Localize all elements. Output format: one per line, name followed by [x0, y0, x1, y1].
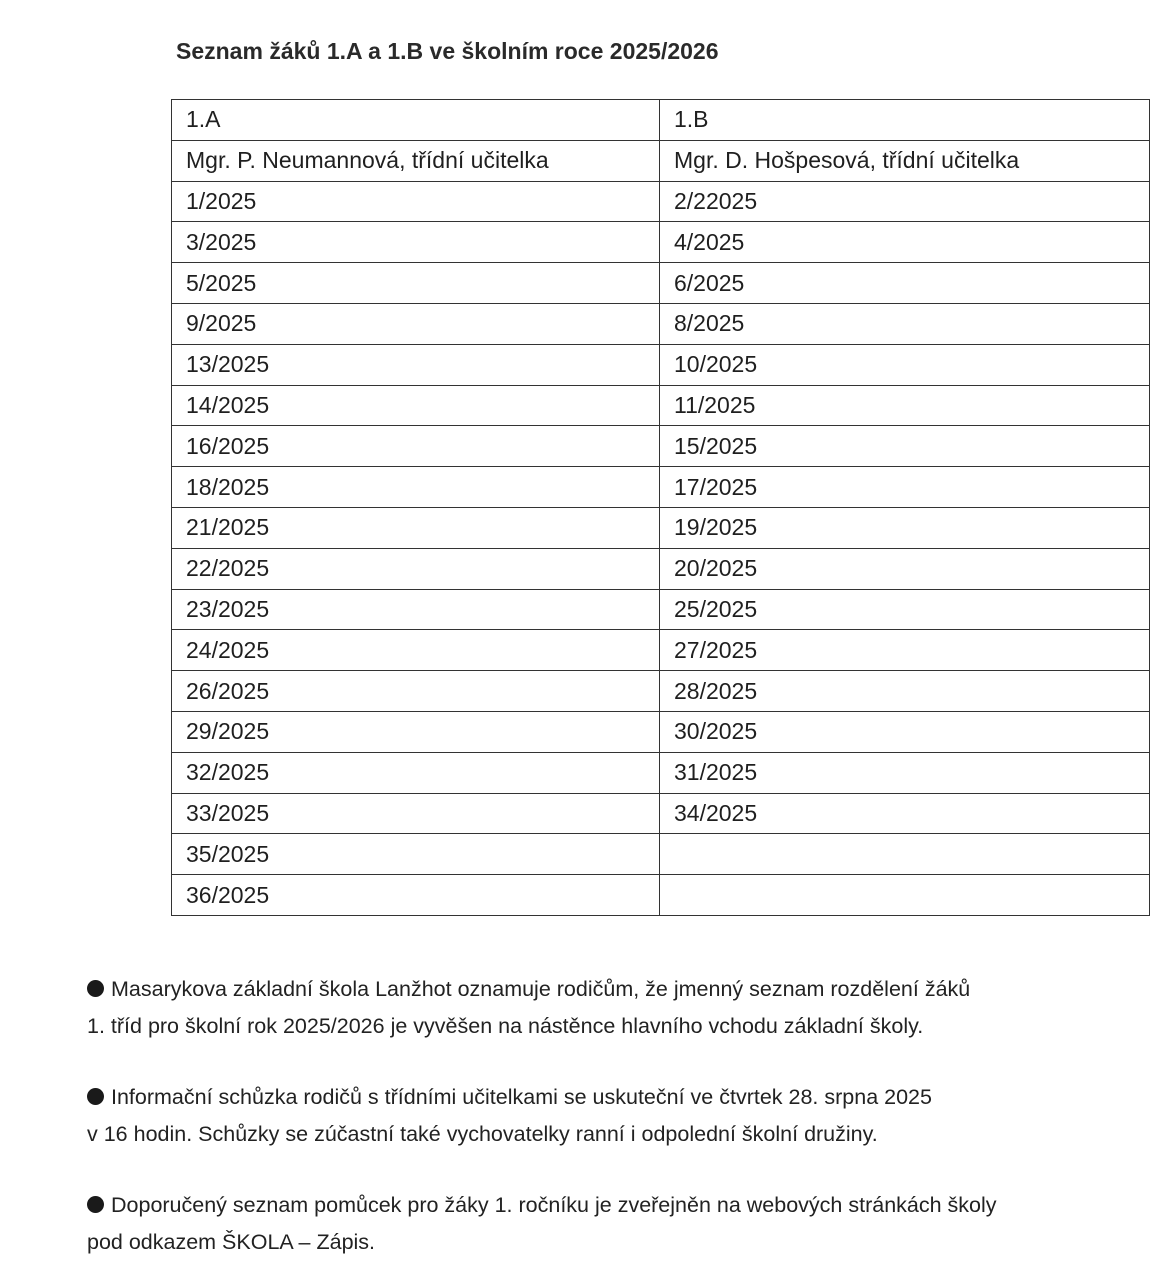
page-title: Seznam žáků 1.A a 1.B ve školním roce 2025/2026	[176, 38, 719, 64]
student-id-1b: 15/2025	[660, 426, 1150, 467]
student-id-1a: 13/2025	[172, 344, 660, 385]
teacher-1a: Mgr. P. Neumannová, třídní učitelka	[172, 140, 660, 181]
student-id-1b: 10/2025	[660, 344, 1150, 385]
table-row	[172, 222, 1150, 263]
table-row	[172, 467, 1150, 508]
student-id-1b: 4/2025	[660, 222, 1150, 263]
student-id-1b: 11/2025	[660, 385, 1150, 426]
student-id-1a: 14/2025	[172, 385, 660, 426]
table-row	[172, 344, 1150, 385]
student-id-1b: 28/2025	[660, 671, 1150, 712]
student-id-1a: 33/2025	[172, 793, 660, 834]
student-id-1b: 31/2025	[660, 752, 1150, 793]
table-row	[172, 793, 1150, 834]
student-id-1a: 18/2025	[172, 467, 660, 508]
student-id-1a: 24/2025	[172, 630, 660, 671]
table-row	[172, 589, 1150, 630]
table-row	[172, 507, 1150, 548]
student-id-1a: 3/2025	[172, 222, 660, 263]
student-id-1a: 9/2025	[172, 303, 660, 344]
notice-3-line-2: pod odkazem ŠKOLA – Zápis.	[87, 1230, 376, 1254]
student-id-1a: 35/2025	[172, 834, 660, 875]
student-id-1a: 22/2025	[172, 548, 660, 589]
table-row	[172, 752, 1150, 793]
student-id-1b: 8/2025	[660, 303, 1150, 344]
student-id-1a: 21/2025	[172, 507, 660, 548]
student-id-1b: 2/22025	[660, 181, 1150, 222]
student-id-1b: 17/2025	[660, 467, 1150, 508]
table-row	[172, 181, 1150, 222]
bullet-icon	[87, 980, 104, 997]
class-list-table	[171, 99, 1150, 916]
notice-1-line-1: Masarykova základní škola Lanžhot oznamuje rodičům, že jmenný seznam rozdělení žáků	[111, 977, 971, 1001]
table-row	[172, 630, 1150, 671]
student-id-1a: 36/2025	[172, 875, 660, 916]
table-row	[172, 263, 1150, 304]
notice-3-line-1: Doporučený seznam pomůcek pro žáky 1. ročníku je zveřejněn na webových stránkách školy	[111, 1193, 997, 1217]
student-id-1b: 25/2025	[660, 589, 1150, 630]
student-id-1b: 19/2025	[660, 507, 1150, 548]
table-row	[172, 711, 1150, 752]
notice-2-line-1: Informační schůzka rodičů s třídními učitelkami se uskuteční ve čtvrtek 28. srpna 2025	[111, 1085, 932, 1109]
student-id-1b	[660, 834, 1150, 875]
table-row	[172, 834, 1150, 875]
table-row	[172, 548, 1150, 589]
table-row	[172, 671, 1150, 712]
student-id-1a: 26/2025	[172, 671, 660, 712]
notice-2	[87, 1079, 1147, 1153]
student-id-1a: 29/2025	[172, 711, 660, 752]
table-row	[172, 385, 1150, 426]
student-id-1b: 34/2025	[660, 793, 1150, 834]
student-id-1a: 5/2025	[172, 263, 660, 304]
table-header-row	[172, 100, 1150, 141]
student-id-1b: 27/2025	[660, 630, 1150, 671]
student-id-1a: 32/2025	[172, 752, 660, 793]
table-row	[172, 303, 1150, 344]
table-row	[172, 426, 1150, 467]
notice-1-line-2: 1. tříd pro školní rok 2025/2026 je vyvěšen na nástěnce hlavního vchodu základní školy.	[87, 1014, 924, 1038]
header-class-1b: 1.B	[660, 100, 1150, 141]
student-id-1b	[660, 875, 1150, 916]
student-id-1a: 16/2025	[172, 426, 660, 467]
notice-2-line-2: v 16 hodin. Schůzky se zúčastní také vychovatelky ranní i odpolední školní družiny.	[87, 1122, 878, 1146]
table-row	[172, 875, 1150, 916]
teacher-row	[172, 140, 1150, 181]
header-class-1a: 1.A	[172, 100, 660, 141]
bullet-icon	[87, 1088, 104, 1105]
student-id-1b: 20/2025	[660, 548, 1150, 589]
class-list-body	[172, 100, 1150, 916]
notice-1	[87, 971, 1147, 1045]
teacher-1b: Mgr. D. Hošpesová, třídní učitelka	[660, 140, 1150, 181]
student-id-1a: 23/2025	[172, 589, 660, 630]
bullet-icon	[87, 1196, 104, 1213]
notice-3	[87, 1187, 1147, 1261]
student-id-1b: 30/2025	[660, 711, 1150, 752]
student-id-1b: 6/2025	[660, 263, 1150, 304]
student-id-1a: 1/2025	[172, 181, 660, 222]
